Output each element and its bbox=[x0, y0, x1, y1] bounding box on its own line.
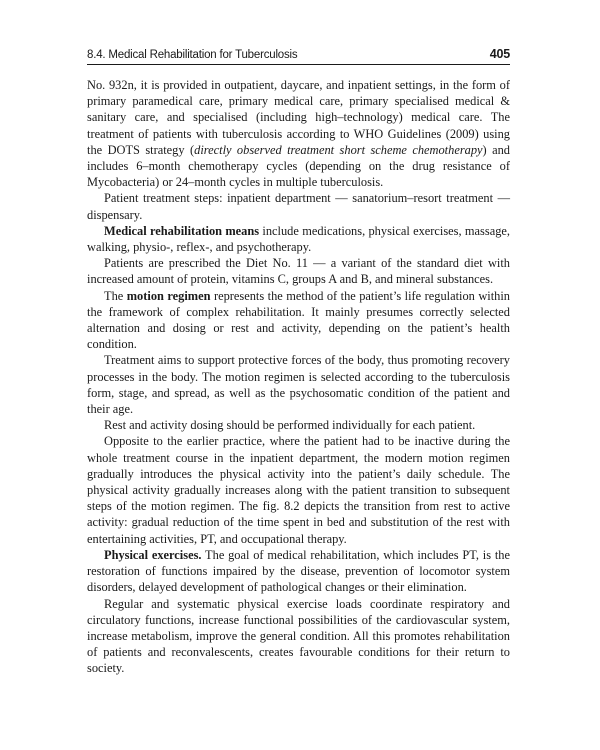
paragraph: Medical rehabilitation means include medications, physical exercises, massage, walking, physio-, reflex-, and psychotherapy. bbox=[87, 223, 510, 255]
bold-term: motion regimen bbox=[126, 288, 211, 303]
paragraph: Regular and systematic physical exercise loads coordinate respiratory and circulatory functions, increase functional possibilities of the cardiovascular system, increase metabolism, improve the general condition. All this promotes rehabilitation of patients and reconvalescents, creates favourable conditions for their return to society. bbox=[87, 596, 510, 676]
section-title: 8.4. Medical Rehabilitation for Tuberculosis bbox=[87, 49, 298, 61]
paragraph: Rest and activity dosing should be performed individually for each patient. bbox=[104, 418, 476, 433]
body-text bbox=[87, 77, 510, 677]
paragraph: Physical exercises. The goal of medical rehabilitation, which includes PT, is the restoration of functions impaired by the disease, prevention of locomotor system disorders, delayed development of pathological changes or their elimination. bbox=[87, 547, 510, 595]
header-rule bbox=[87, 64, 510, 65]
bold-term: Medical rehabilitation means bbox=[104, 223, 260, 238]
bold-term: Physical exercises. bbox=[104, 547, 202, 562]
paragraph: Treatment aims to support protective forces of the body, thus promoting recovery processes in the body. The motion regimen is selected according to the tuberculosis form, stage, and spread, as well as the psychosomatic condition of the patient and their age. bbox=[87, 353, 510, 417]
paragraph: No. 932n, it is provided in outpatient, daycare, and inpatient settings, in the form of primary paramedical care, primary medical care, primary specialised medical & sanitary care, and specialised (including high–technology) medical care. The treatment of patients with tuberculosis according to WHO Guidelines (2009) using the DOTS strategy (directly observed treatment short scheme chemotherapy) and includes 6–month chemotherapy cycles (depending on the drug resistance of Mycobacteria) or 24–month cycles in multiple tuberculosis. bbox=[87, 78, 510, 190]
paragraph: Patient treatment steps: inpatient department — sanatorium–resort treatment — dispensary. bbox=[87, 191, 510, 222]
paragraph: Opposite to the earlier practice, where the patient had to be inactive during the whole treatment course in the inpatient department, the modern motion regimen gradually introduces the physical activity into the patient’s daily schedule. The physical activity gradually increases along with the patient transition to subsequent steps of the motion regimen. The fig. 8.2 depicts the transition from rest to active activity: gradual reduction of the time spent in bed and substitution of the rest with entertaining activities, PT, and occupational therapy. bbox=[87, 434, 510, 546]
paragraph: The motion regimen represents the method of the patient’s life regulation within the framework of complex rehabilitation. It mainly presumes correctly selected alternation and dosing or rest and activity, depending on the patient’s health condition. bbox=[87, 288, 510, 352]
page-number: 405 bbox=[489, 47, 510, 61]
running-header bbox=[87, 47, 510, 61]
paragraph: Patients are prescribed the Diet No. 11 — a variant of the standard diet with increased amount of protein, vitamins C, groups A and B, and mineral substances. bbox=[87, 256, 510, 287]
italic-term: directly observed treatment short scheme chemotherapy bbox=[194, 142, 483, 157]
